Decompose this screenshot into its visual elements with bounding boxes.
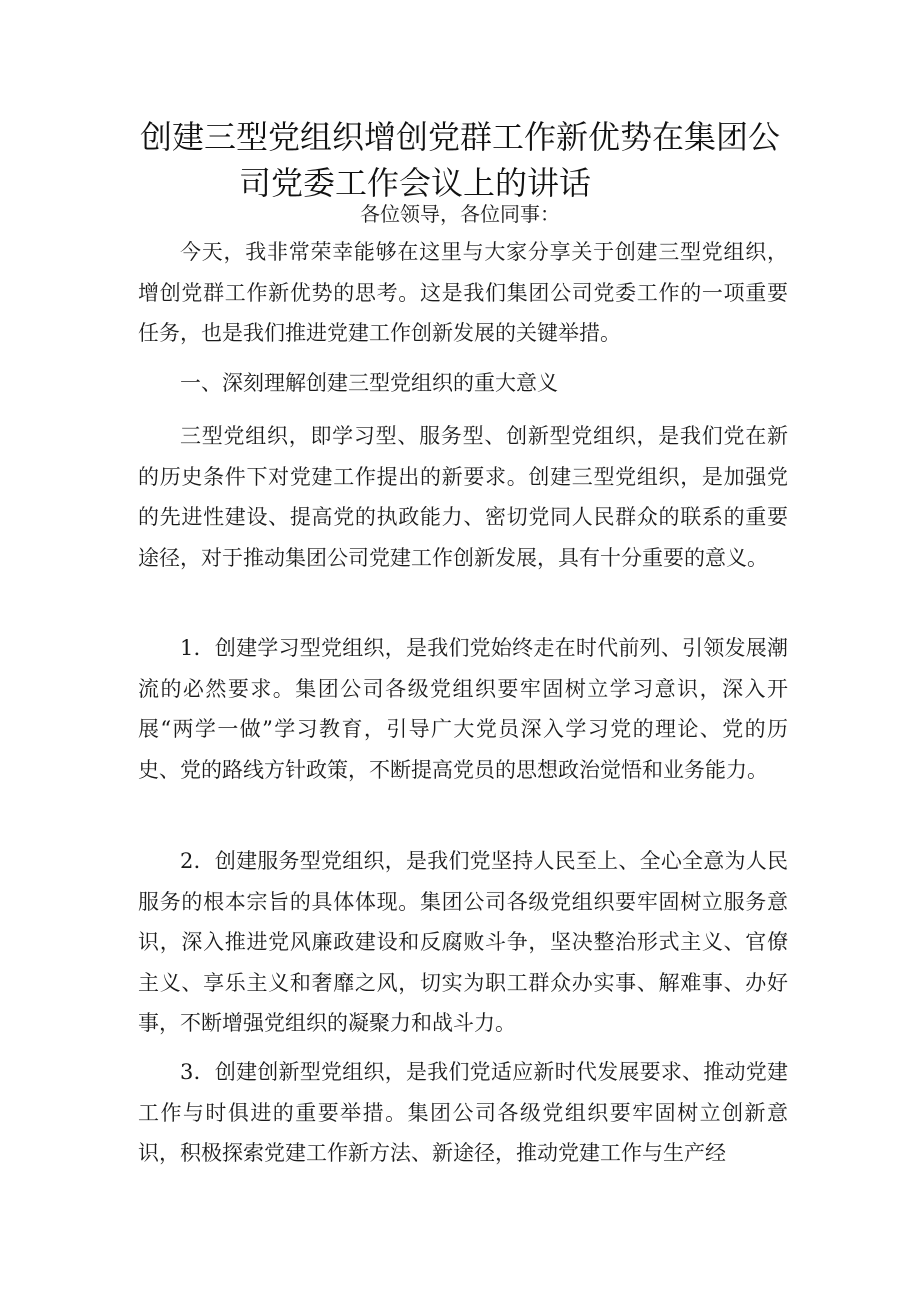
- paragraph-point-1: 1．创建学习型党组织，是我们党始终走在时代前列、引领发展潮流的必然要求。集团公司各级党组织要牢固树立学习意识，深入开展“两学一做”学习教育，引导广大党员深入学习党的理论、党的历史、党的路线方针政策，不断提高党员的思想政治觉悟和业务能力。: [138, 636, 788, 782]
- document-title-line-2: 司党委工作会议上的讲话: [238, 164, 591, 202]
- paragraph-point-3: 3．创建创新型党组织，是我们党适应新时代发展要求、推动党建工作与时俱进的重要举措。集团公司各级党组织要牢固树立创新意识，积极探索党建工作新方法、新途径，推动党建工作与生产经: [138, 1060, 788, 1165]
- document-title-line-1: 创建三型党组织增创党群工作新优势在集团公: [139, 118, 780, 156]
- section-heading-1: 一、深刻理解创建三型党组织的重大意义: [180, 371, 558, 395]
- paragraph-significance: 三型党组织，即学习型、服务型、创新型党组织，是我们党在新的历史条件下对党建工作提出的新要求。创建三型党组织，是加强党的先进性建设、提高党的执政能力、密切党同人民群众的联系的重要途径，对于推动集团公司党建工作创新发展，具有十分重要的意义。: [138, 424, 788, 570]
- paragraph-point-2: 2．创建服务型党组织，是我们党坚持人民至上、全心全意为人民服务的根本宗旨的具体体现。集团公司各级党组织要牢固树立服务意识，深入推进党风廉政建设和反腐败斗争，坚决整治形式主义、官僚主义、享乐主义和奢靡之风，切实为职工群众办实事、解难事、办好事，不断增强党组织的凝聚力和战斗力。: [138, 849, 788, 1035]
- paragraph-intro: 今天，我非常荣幸能够在这里与大家分享关于创建三型党组织，增创党群工作新优势的思考。这是我们集团公司党委工作的一项重要任务，也是我们推进党建工作创新发展的关键举措。: [138, 240, 788, 345]
- salutation: 各位领导，各位同事：: [360, 202, 560, 226]
